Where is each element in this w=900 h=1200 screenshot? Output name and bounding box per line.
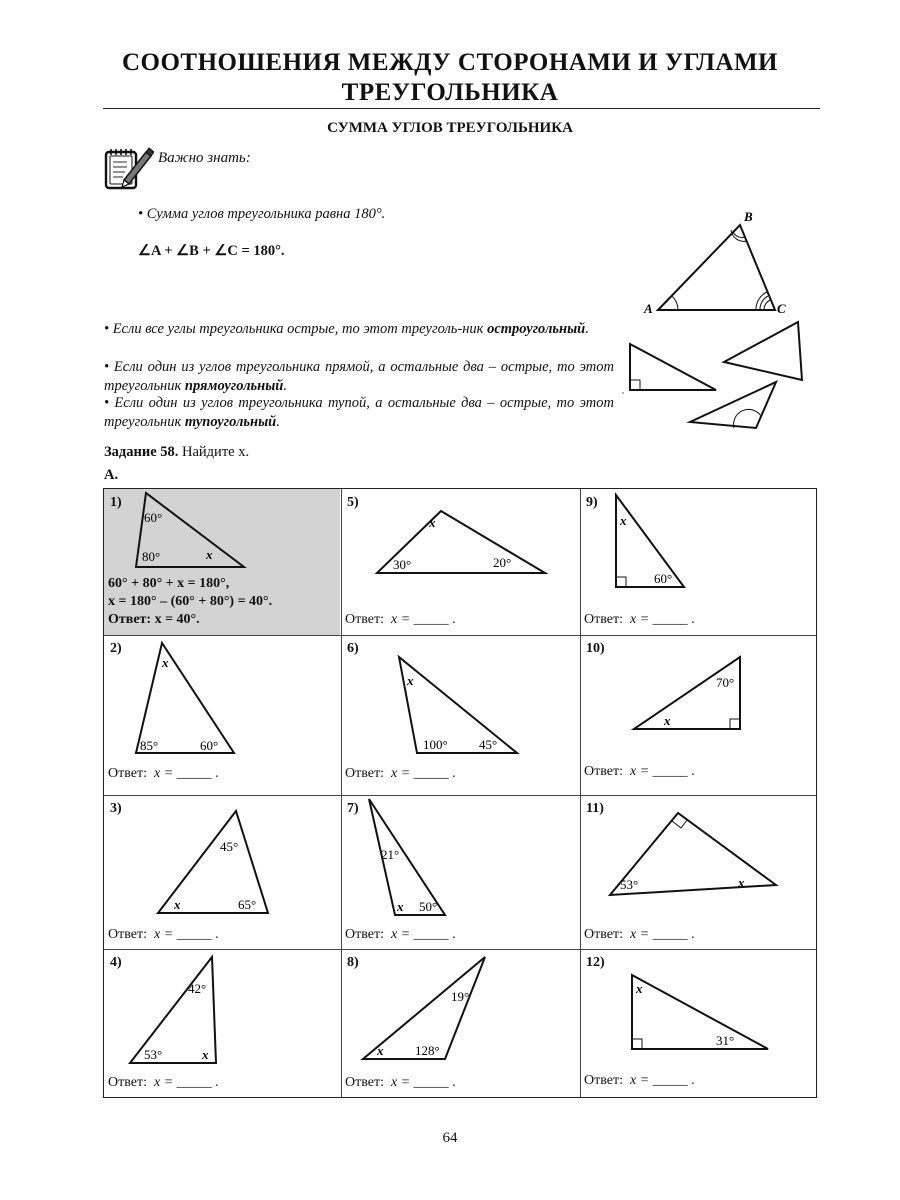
angle-label: 70° bbox=[716, 675, 735, 690]
angle-label: 21° bbox=[381, 847, 400, 862]
answer-line: Ответ: x = _____ . bbox=[584, 764, 695, 779]
answer-line: Ответ: x = _____ . bbox=[108, 766, 219, 781]
angle-label: 42° bbox=[188, 981, 207, 996]
triangle-figure-10 bbox=[580, 635, 818, 765]
exercise-number: 4) bbox=[110, 955, 122, 970]
answer-line: Ответ: x = _____ . bbox=[345, 927, 456, 942]
important-heading: Важно знать: bbox=[158, 150, 251, 166]
angle-label: 60° bbox=[144, 510, 163, 525]
answer-line: Ответ: x = _____ . bbox=[108, 1075, 219, 1090]
exercise-cell-11 bbox=[580, 795, 818, 949]
solution-answer: Ответ: x = 40°. bbox=[108, 612, 200, 627]
obtuse-triangle-rule: • Если один из углов треугольника тупой, а остальные два – острые, то этот треугольник тупоугольный. bbox=[104, 395, 614, 430]
exercise-number: 10) bbox=[586, 641, 605, 656]
answer-line: Ответ: x = _____ . bbox=[584, 1073, 695, 1088]
answer-line: Ответ: x = _____ . bbox=[108, 927, 219, 942]
acute-triangle-rule: • Если все углы треугольника острые, то этот треуголь-ник остроугольный. bbox=[104, 321, 589, 337]
unknown-angle-x: x bbox=[407, 673, 414, 688]
notebook-pencil-icon bbox=[102, 146, 154, 194]
exercise-number: 8) bbox=[347, 955, 359, 970]
answer-line: Ответ: x = _____ . bbox=[345, 1075, 456, 1090]
answer-line: Ответ: x = _____ . bbox=[584, 612, 695, 627]
title-line-1: СООТНОШЕНИЯ МЕЖДУ СТОРОНАМИ И УГЛАМИ bbox=[121, 49, 779, 76]
vertex-label-b: B bbox=[744, 209, 753, 224]
answer-line: Ответ: x = _____ . bbox=[345, 612, 456, 627]
unknown-angle-x: x bbox=[162, 655, 169, 670]
vertex-label-a: A bbox=[644, 301, 653, 316]
right-triangle-example bbox=[630, 344, 716, 390]
exercise-grid bbox=[103, 488, 817, 1098]
triangle-figure-11 bbox=[580, 795, 818, 925]
exercise-number: 12) bbox=[586, 955, 605, 970]
angle-label: 53° bbox=[144, 1047, 163, 1062]
triangle-figure-2 bbox=[104, 635, 341, 765]
vertex-label-c: C bbox=[777, 301, 786, 316]
angle-label: 50° bbox=[419, 899, 438, 914]
triangle-types-figure bbox=[620, 318, 810, 436]
exercise-cell-3 bbox=[104, 795, 341, 949]
angle-label: 30° bbox=[393, 557, 412, 572]
task-text: Найдите x. bbox=[178, 444, 250, 460]
angle-sum-formula: ∠A + ∠B + ∠C = 180°. bbox=[138, 243, 285, 259]
page-title bbox=[0, 48, 900, 108]
section-a-label: А. bbox=[104, 467, 119, 483]
exercise-number: 7) bbox=[347, 801, 359, 816]
unknown-angle-x: x bbox=[377, 1043, 384, 1058]
title-divider bbox=[103, 108, 820, 109]
triangle-figure-3 bbox=[104, 795, 341, 925]
title-line-2: ТРЕУГОЛЬНИКА bbox=[341, 79, 559, 106]
angle-label: 65° bbox=[238, 897, 257, 912]
exercise-cell-2 bbox=[104, 635, 341, 795]
answer-line: Ответ: x = _____ . bbox=[584, 927, 695, 942]
angle-label: 53° bbox=[620, 877, 639, 892]
exercise-number: 9) bbox=[586, 495, 598, 510]
exercise-number: 2) bbox=[110, 641, 122, 656]
section-subtitle: СУММА УГЛОВ ТРЕУГОЛЬНИКА bbox=[327, 120, 573, 136]
exercise-number: 11) bbox=[586, 801, 604, 816]
angle-label: 31° bbox=[716, 1033, 735, 1048]
exercise-cell-6 bbox=[341, 635, 580, 795]
angle-label: 60° bbox=[200, 738, 219, 753]
exercise-cell-10 bbox=[580, 635, 818, 795]
unknown-angle-x: x bbox=[738, 875, 745, 890]
exercise-number: 5) bbox=[347, 495, 359, 510]
triangle-figure-9 bbox=[580, 489, 818, 599]
task-label: Задание 58. bbox=[104, 444, 179, 460]
triangle-figure-6 bbox=[341, 635, 580, 765]
unknown-angle-x: x bbox=[664, 713, 671, 728]
triangle-figure-12 bbox=[580, 949, 818, 1069]
answer-line: Ответ: x = _____ . bbox=[345, 766, 456, 781]
angle-label: 20° bbox=[493, 555, 512, 570]
unknown-angle-x: x bbox=[174, 897, 181, 912]
unknown-angle-x: x bbox=[206, 547, 213, 562]
exercise-cell-7 bbox=[341, 795, 580, 949]
solution-line-1: 60° + 80° + x = 180°, bbox=[108, 576, 230, 591]
task-58 bbox=[104, 444, 249, 461]
triangle-figure-5 bbox=[341, 489, 580, 599]
angle-label: 100° bbox=[423, 737, 448, 752]
angle-label: 45° bbox=[220, 839, 239, 854]
right-triangle-rule: • Если один из углов треугольника прямой, а остальные два – острые, то этот треугольник прямоугольный. bbox=[104, 359, 614, 394]
unknown-angle-x: x bbox=[397, 899, 404, 914]
triangle-figure-8 bbox=[341, 949, 580, 1069]
unknown-angle-x: x bbox=[202, 1047, 209, 1062]
unknown-angle-x: x bbox=[636, 981, 643, 996]
triangle-figure-7 bbox=[341, 795, 580, 925]
solution-line-2: x = 180° – (60° + 80°) = 40°. bbox=[108, 594, 273, 609]
triangle-figure-1 bbox=[104, 489, 341, 579]
exercise-cell-9 bbox=[580, 489, 818, 635]
angle-label: 85° bbox=[140, 738, 159, 753]
exercise-number: 3) bbox=[110, 801, 122, 816]
bullet-angle-sum: • Сумма углов треугольника равна 180°. bbox=[138, 206, 386, 222]
exercise-cell-4 bbox=[104, 949, 341, 1099]
exercise-number: 1) bbox=[110, 495, 122, 510]
angle-label: 80° bbox=[142, 549, 161, 564]
angle-label: 19° bbox=[451, 989, 470, 1004]
unknown-angle-x: x bbox=[620, 513, 627, 528]
exercise-cell-8 bbox=[341, 949, 580, 1099]
exercise-number: 6) bbox=[347, 641, 359, 656]
obtuse-triangle-example bbox=[690, 382, 776, 428]
angle-label: 45° bbox=[479, 737, 498, 752]
exercise-cell-1 bbox=[104, 489, 341, 635]
triangle-figure-4 bbox=[104, 949, 341, 1069]
angle-label: 60° bbox=[654, 571, 673, 586]
exercise-cell-5 bbox=[341, 489, 580, 635]
angle-label: 128° bbox=[415, 1043, 440, 1058]
acute-triangle-example bbox=[724, 322, 802, 380]
page-number: 64 bbox=[442, 1130, 458, 1146]
triangle-abc-figure bbox=[640, 205, 800, 317]
exercise-cell-12 bbox=[580, 949, 818, 1099]
unknown-angle-x: x bbox=[429, 515, 436, 530]
